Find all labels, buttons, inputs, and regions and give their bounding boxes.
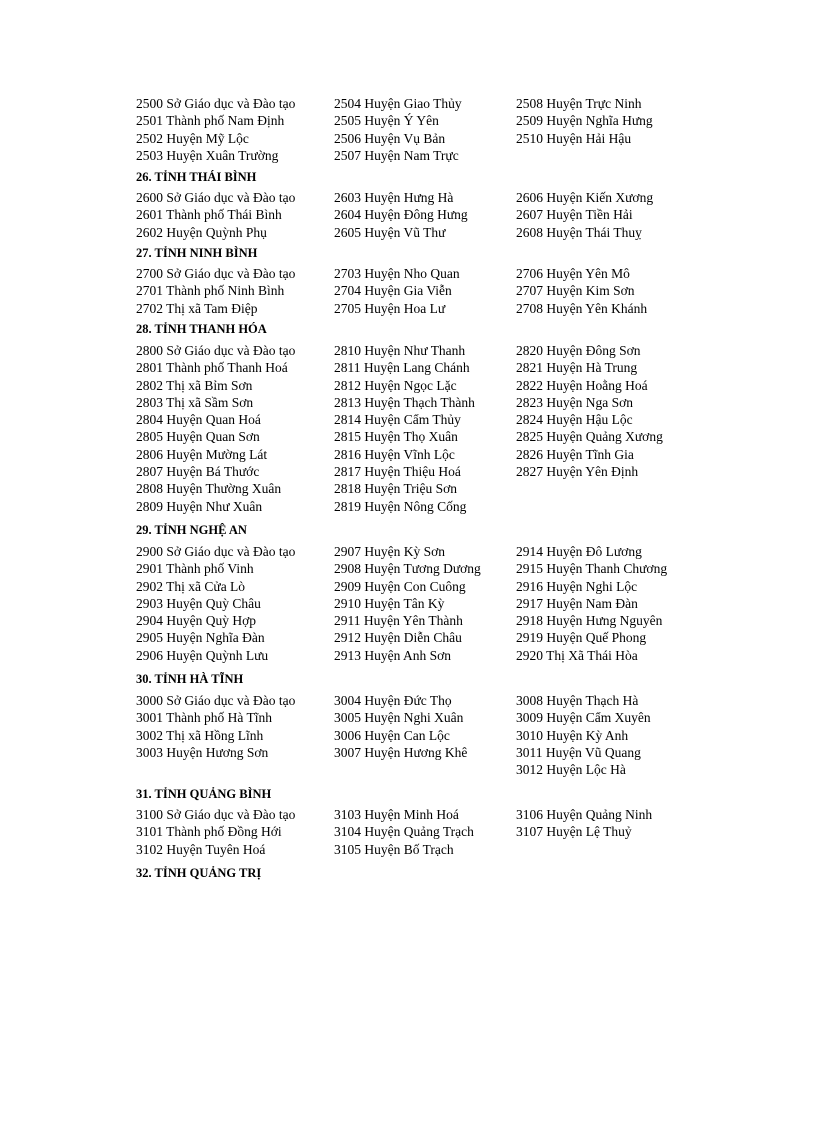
entry-row (0, 629, 816, 646)
entry-cell: 2505 Huyện Ý Yên (334, 113, 439, 129)
entry-row (0, 823, 816, 840)
entry-cell: 3006 Huyện Can Lộc (334, 727, 450, 743)
entry-cell: 3103 Huyện Minh Hoá (334, 807, 459, 822)
entry-cell: 2804 Huyện Quan Hoá (136, 412, 261, 428)
entry-cell: 2707 Huyện Kim Sơn (516, 283, 635, 299)
entry-row (0, 130, 816, 147)
entry-cell: 2509 Huyện Nghĩa Hưng (516, 113, 653, 129)
entry-row (0, 744, 816, 761)
entry-cell: 2904 Huyện Quỳ Hợp (136, 613, 257, 629)
entry-row (0, 543, 816, 560)
entry-list (0, 543, 816, 664)
entry-cell: 2605 Huyện Vũ Thư (334, 224, 446, 240)
entry-cell: 2910 Huyện Tân Kỳ (334, 595, 445, 611)
entry-cell: 2821 Huyện Hà Trung (516, 360, 638, 376)
entry-cell: 2802 Thị xã Bỉm Sơn (136, 377, 253, 393)
entry-row (0, 761, 816, 778)
entry-cell: 2817 Huyện Thiệu Hoá (334, 464, 461, 480)
entry-cell: 2503 Huyện Xuân Trường (136, 147, 279, 163)
entry-cell: 3011 Huyện Vũ Quang (516, 744, 641, 760)
entry-cell: 2803 Thị xã Sầm Sơn (136, 394, 254, 410)
entry-cell: 2815 Huyện Thọ Xuân (334, 429, 458, 445)
entry-cell: 2703 Huyện Nho Quan (334, 266, 460, 281)
entry-cell: 3105 Huyện Bố Trạch (334, 841, 454, 857)
entry-row (0, 95, 816, 112)
entry-cell: 3101 Thành phố Đồng Hới (136, 824, 282, 840)
entry-row (0, 224, 816, 241)
entry-cell: 3104 Huyện Quảng Trạch (334, 824, 474, 840)
entry-row (0, 727, 816, 744)
entry-cell: 2820 Huyện Đông Sơn (516, 343, 641, 358)
entry-cell: 3004 Huyện Đức Thọ (334, 693, 452, 708)
entry-cell: 2800 Sở Giáo dục và Đào tạo (136, 343, 296, 358)
entry-cell: 3001 Thành phố Hà Tĩnh (136, 710, 272, 726)
entry-cell: 2700 Sở Giáo dục và Đào tạo (136, 266, 296, 281)
entry-cell: 2816 Huyện Vĩnh Lộc (334, 446, 455, 462)
entry-cell: 3009 Huyện Cẩm Xuyên (516, 710, 651, 726)
section-heading: 27. TỈNH NINH BÌNH (136, 246, 258, 260)
entry-cell: 2914 Huyện Đô Lương (516, 544, 642, 559)
entry-row (0, 411, 816, 428)
entry-cell: 2909 Huyện Con Cuông (334, 578, 466, 594)
entry-row (0, 394, 816, 411)
entry-cell: 2920 Thị Xã Thái Hòa (516, 647, 638, 663)
entry-cell: 3005 Huyện Nghi Xuân (334, 710, 464, 726)
entry-cell: 2913 Huyện Anh Sơn (334, 647, 452, 663)
entry-cell: 2814 Huyện Cẩm Thủy (334, 412, 461, 428)
section-heading: 26. TỈNH THÁI BÌNH (136, 170, 257, 184)
entry-row (0, 595, 816, 612)
entry-cell: 2704 Huyện Gia Viễn (334, 283, 452, 299)
entry-list (0, 342, 816, 515)
entry-row (0, 578, 816, 595)
section-heading: 28. TỈNH THANH HÓA (136, 322, 267, 336)
entry-cell: 2907 Huyện Kỳ Sơn (334, 544, 446, 559)
entry-cell: 3102 Huyện Tuyên Hoá (136, 841, 266, 857)
entry-cell: 2602 Huyện Quỳnh Phụ (136, 224, 267, 240)
entry-cell: 2801 Thành phố Thanh Hoá (136, 360, 288, 376)
entry-list (0, 265, 816, 317)
section-heading: 32. TỈNH QUẢNG TRỊ (136, 866, 262, 880)
entry-cell: 2708 Huyện Yên Khánh (516, 300, 648, 316)
entry-cell: 2502 Huyện Mỹ Lộc (136, 130, 249, 146)
entry-row (0, 560, 816, 577)
entry-cell: 2900 Sở Giáo dục và Đào tạo (136, 544, 296, 559)
entry-cell: 2908 Huyện Tương Dương (334, 561, 481, 577)
entry-cell: 2902 Thị xã Cửa Lò (136, 578, 246, 594)
entry-cell: 3107 Huyện Lệ Thuỷ (516, 824, 632, 840)
entry-cell: 2812 Huyện Ngọc Lặc (334, 377, 457, 393)
entry-cell: 2810 Huyện Như Thanh (334, 343, 466, 358)
entry-cell: 2506 Huyện Vụ Bản (334, 130, 446, 146)
entry-list (0, 806, 816, 858)
entry-row (0, 300, 816, 317)
entry-cell: 2916 Huyện Nghi Lộc (516, 578, 638, 594)
entry-row (0, 377, 816, 394)
entry-cell: 2818 Huyện Triệu Sơn (334, 481, 458, 497)
entry-cell: 2701 Thành phố Ninh Bình (136, 283, 285, 299)
entry-row (0, 282, 816, 299)
entry-row (0, 446, 816, 463)
entry-cell: 3008 Huyện Thạch Hà (516, 693, 639, 708)
entry-cell: 2827 Huyện Yên Định (516, 464, 639, 480)
entry-cell: 2822 Huyện Hoằng Hoá (516, 377, 648, 393)
entry-cell: 2826 Huyện Tĩnh Gia (516, 446, 634, 462)
entry-cell: 2500 Sở Giáo dục và Đào tạo (136, 96, 296, 111)
entry-cell: 2504 Huyện Giao Thủy (334, 96, 462, 111)
entry-cell: 2918 Huyện Hưng Nguyên (516, 613, 663, 629)
entry-cell: 2901 Thành phố Vinh (136, 561, 254, 577)
entry-cell: 2823 Huyện Nga Sơn (516, 394, 634, 410)
entry-cell: 2507 Huyện Nam Trực (334, 147, 459, 163)
entry-cell: 2809 Huyện Như Xuân (136, 498, 263, 514)
entry-cell: 2824 Huyện Hậu Lộc (516, 412, 633, 428)
entry-row (0, 189, 816, 206)
entry-cell: 2601 Thành phố Thái Bình (136, 207, 282, 223)
entry-cell: 2911 Huyện Yên Thành (334, 613, 463, 629)
section-heading: 29. TỈNH NGHỆ AN (136, 523, 247, 537)
entry-cell: 2813 Huyện Thạch Thành (334, 394, 475, 410)
entry-row (0, 463, 816, 480)
entry-row (0, 206, 816, 223)
entry-cell: 2919 Huyện Quế Phong (516, 630, 647, 646)
entry-cell: 2805 Huyện Quan Sơn (136, 429, 260, 445)
entry-cell: 3002 Thị xã Hồng Lĩnh (136, 727, 264, 743)
entry-row (0, 612, 816, 629)
entry-cell: 2912 Huyện Diễn Châu (334, 630, 462, 646)
entry-cell: 2917 Huyện Nam Đàn (516, 595, 638, 611)
section-heading: 30. TỈNH HÀ TĨNH (136, 672, 244, 686)
entry-cell: 2903 Huyện Quỳ Châu (136, 595, 261, 611)
entry-row (0, 359, 816, 376)
entry-cell: 2807 Huyện Bá Thước (136, 464, 260, 480)
entry-cell: 3007 Huyện Hương Khê (334, 744, 468, 760)
entry-row (0, 342, 816, 359)
entry-cell: 3003 Huyện Hương Sơn (136, 744, 269, 760)
entry-cell: 2811 Huyện Lang Chánh (334, 360, 470, 376)
entry-row (0, 709, 816, 726)
entry-list (0, 692, 816, 778)
entry-cell: 3106 Huyện Quảng Ninh (516, 807, 653, 822)
entry-cell: 3010 Huyện Kỳ Anh (516, 727, 629, 743)
entry-cell: 3012 Huyện Lộc Hà (516, 762, 626, 778)
entry-cell: 3100 Sở Giáo dục và Đào tạo (136, 807, 296, 822)
entry-row (0, 265, 816, 282)
entry-row (0, 480, 816, 497)
entry-cell: 2510 Huyện Hải Hậu (516, 130, 632, 146)
entry-cell: 2603 Huyện Hưng Hà (334, 190, 454, 205)
entry-cell: 2706 Huyện Yên Mô (516, 266, 630, 281)
entry-cell: 3000 Sở Giáo dục và Đào tạo (136, 693, 296, 708)
entry-row (0, 498, 816, 515)
entry-cell: 2825 Huyện Quảng Xương (516, 429, 663, 445)
entry-row (0, 112, 816, 129)
entry-cell: 2604 Huyện Đông Hưng (334, 207, 468, 223)
entry-row (0, 806, 816, 823)
entry-list (0, 189, 816, 241)
entry-cell: 2819 Huyện Nông Cống (334, 498, 467, 514)
entry-cell: 2808 Huyện Thường Xuân (136, 481, 282, 497)
entry-cell: 2607 Huyện Tiền Hải (516, 207, 633, 223)
entry-cell: 2806 Huyện Mường Lát (136, 446, 268, 462)
entry-cell: 2600 Sở Giáo dục và Đào tạo (136, 190, 296, 205)
entry-cell: 2705 Huyện Hoa Lư (334, 300, 446, 316)
entry-row (0, 428, 816, 445)
section-heading: 31. TỈNH QUẢNG BÌNH (136, 787, 272, 801)
entry-cell: 2501 Thành phố Nam Định (136, 113, 285, 129)
entry-cell: 2608 Huyện Thái Thuỵ (516, 224, 642, 240)
entry-list (0, 95, 816, 164)
entry-row (0, 147, 816, 164)
entry-cell: 2906 Huyện Quỳnh Lưu (136, 647, 269, 663)
entry-row (0, 692, 816, 709)
entry-cell: 2905 Huyện Nghĩa Đàn (136, 630, 265, 646)
entry-cell: 2508 Huyện Trực Ninh (516, 96, 642, 111)
entry-cell: 2915 Huyện Thanh Chương (516, 561, 668, 577)
entry-row (0, 647, 816, 664)
entry-cell: 2606 Huyện Kiến Xương (516, 190, 654, 205)
entry-cell: 2702 Thị xã Tam Điệp (136, 300, 258, 316)
entry-row (0, 841, 816, 858)
